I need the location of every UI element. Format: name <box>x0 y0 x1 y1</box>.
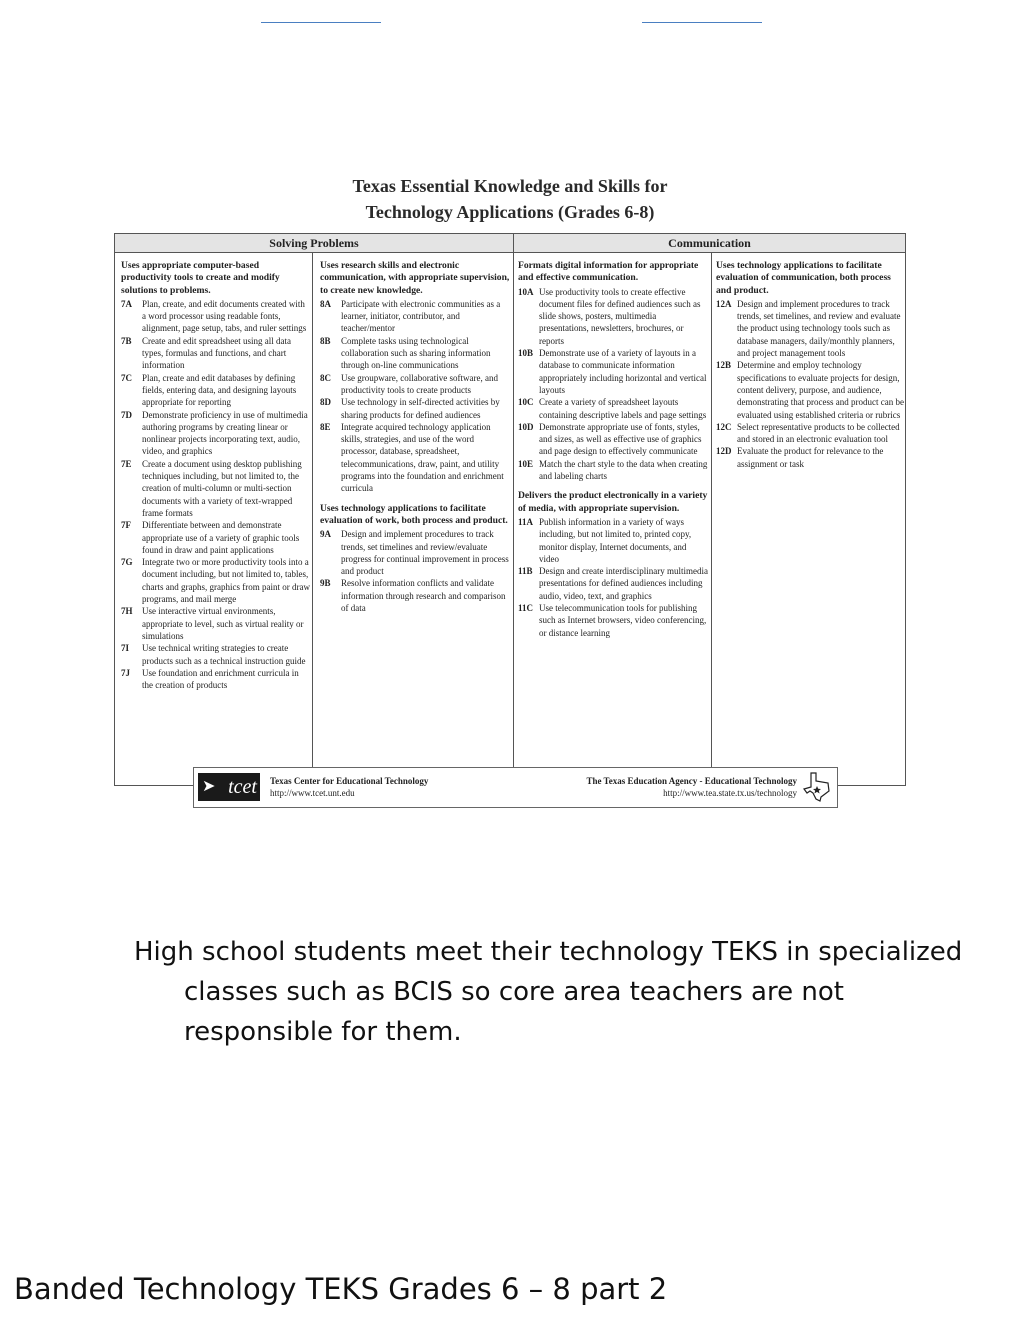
teks-code: 7G <box>121 557 133 568</box>
document-title <box>112 173 908 225</box>
teks-item <box>716 445 906 470</box>
teks-code: 12C <box>716 421 732 432</box>
teks-code: 10A <box>518 286 534 297</box>
teks-code: 10B <box>518 348 534 359</box>
teks-item <box>518 565 708 602</box>
top-link-underline-left <box>261 22 381 23</box>
teks-item <box>716 421 906 446</box>
teks-column <box>518 260 708 639</box>
footer-left <box>270 775 428 799</box>
teks-item <box>121 298 311 335</box>
bullet-text: High school students meet their technology TEKS in specialized classes such as BCIS so core area teachers are not responsible for them. <box>134 937 963 1047</box>
teks-item <box>121 335 311 372</box>
teks-item <box>518 421 708 458</box>
teks-text: Design and implement procedures to track trends, set timelines, and review and evaluate the product using technology tools such as database managers, daily/monthly planners, and project management tools <box>737 298 901 359</box>
teks-text: Create a variety of spreadsheet layouts containing descriptive labels and page settings <box>539 397 707 420</box>
teks-code: 12D <box>716 446 732 457</box>
teks-item <box>121 556 311 605</box>
teks-text: Create a document using desktop publishing techniques including, but not limited to, the creation of multi-column or multi-section documents with a variety of text-wrapped frame formats <box>142 458 302 518</box>
footer-right <box>586 775 797 799</box>
document-title-line1: Texas Essential Knowledge and Skills for <box>352 176 668 196</box>
teks-text: Participate with electronic communities as a learner, initiator, contributor, and teacher/mentor <box>341 298 501 334</box>
teks-text: Use groupware, collaborative software, and productivity tools to create products <box>341 372 498 395</box>
teks-item <box>121 642 311 667</box>
teks-item <box>121 667 311 692</box>
teks-text: Integrate acquired technology application skills, strategies, and use of the word processor, database, spreadsheet, telecommunications, draw, paint, and utility programs into the foundation and enrichment curricula <box>341 421 504 494</box>
teks-code: 8B <box>320 335 331 346</box>
teks-item <box>518 286 708 347</box>
column-divider <box>513 234 514 785</box>
teks-item <box>518 602 708 639</box>
teks-item <box>518 516 708 565</box>
teks-code: 7C <box>121 372 132 383</box>
header-solving-problems: Solving Problems <box>269 236 359 250</box>
section-heading: Uses technology applications to facilitate evaluation of communication, both process and product. <box>716 260 891 296</box>
teks-code: 7I <box>121 643 130 654</box>
teks-text: Complete tasks using technological collaboration such as sharing information through on-line communications <box>341 335 491 371</box>
teks-code: 11C <box>518 603 534 614</box>
teks-item <box>518 458 708 483</box>
teks-item <box>320 372 510 397</box>
teks-item <box>121 519 311 556</box>
teks-text: Use foundation and enrichment curricula in the creation of products <box>142 667 299 691</box>
teks-code: 7A <box>121 298 132 309</box>
teks-item <box>518 396 708 421</box>
tcet-logo <box>198 773 260 801</box>
teks-text: Plan, create and edit databases by defining fields, entering data, and designing layouts appropriate for reporting <box>142 372 297 408</box>
section-gap <box>320 495 510 503</box>
teks-column <box>716 260 906 470</box>
teks-table <box>114 233 906 786</box>
teks-item <box>121 372 311 409</box>
teks-item <box>320 396 510 421</box>
teks-code: 8A <box>320 298 331 309</box>
section-heading: Formats digital information for appropriate and effective communication. <box>518 260 699 284</box>
teks-code: 11B <box>518 566 533 577</box>
footer-right-url: http://www.tea.state.tx.us/technology <box>663 788 797 798</box>
teks-text: Demonstrate appropriate use of fonts, styles, and sizes, as well as effective use of graphics and page design to effectively communicate <box>539 421 702 457</box>
teks-text: Demonstrate use of a variety of layouts in a database to communicate information appropriately including horizontal and vertical layouts <box>539 348 707 395</box>
header-communication: Communication <box>668 236 751 250</box>
teks-item <box>320 528 510 577</box>
teks-text: Plan, create, and edit documents created with a word processor using readable fonts, alignment, page setup, tabs, and ruler settings <box>142 298 307 334</box>
teks-item <box>320 577 510 614</box>
teks-text: Demonstrate proficiency in use of multimedia authoring programs by creating linear or nonlinear projects incorporating text, audio, video, and graphics <box>142 409 308 457</box>
teks-code: 7E <box>121 458 132 469</box>
teks-text: Select representative products to be collected and stored in an electronic evaluation tool <box>737 421 900 445</box>
teks-code: 9A <box>320 529 331 540</box>
teks-text: Resolve information conflicts and validate information through research and comparison of data <box>341 578 506 614</box>
teks-code: 7D <box>121 409 132 420</box>
section-heading: Uses technology applications to facilitate evaluation of work, both process and product. <box>320 502 508 526</box>
teks-item <box>320 298 510 335</box>
teks-text: Use technical writing strategies to create products such as a technical instruction guide <box>142 643 306 666</box>
texas-map-icon <box>803 772 831 802</box>
teks-item <box>716 298 906 359</box>
teks-text: Use telecommunication tools for publishing such as Internet browsers, video conferencing, or distance learning <box>539 603 707 638</box>
column-divider <box>312 252 313 785</box>
teks-code: 8C <box>320 372 331 383</box>
slide-title: Banded Technology TEKS Grades 6 – 8 part 2 <box>14 1272 668 1306</box>
teks-text: Integrate two or more productivity tools into a document including, but not limited to, tables, charts and graphs, graphics from paint or draw programs, and mail merge <box>142 557 310 605</box>
teks-code: 10C <box>518 397 534 408</box>
column-divider <box>711 252 712 785</box>
teks-column <box>320 260 510 614</box>
teks-text: Evaluate the product for relevance to the assignment or task <box>737 446 884 469</box>
section-heading: Uses research skills and electronic communication, with appropriate supervision, to create new knowledge. <box>320 260 510 296</box>
teks-text: Create and edit spreadsheet using all data types, formulas and functions, and chart information <box>142 335 291 371</box>
teks-text: Use interactive virtual environments, appropriate to level, such as virtual reality or simulations <box>142 606 304 641</box>
teks-item <box>320 421 510 495</box>
teks-code: 7B <box>121 335 132 346</box>
teks-item <box>121 409 311 458</box>
teks-code: 7F <box>121 520 131 531</box>
section-heading: Delivers the product electronically in a variety of media, with appropriate supervision. <box>518 490 708 514</box>
teks-code: 7J <box>121 667 130 678</box>
teks-item <box>320 335 510 372</box>
footer-left-url: http://www.tcet.unt.edu <box>270 788 355 798</box>
teks-code: 7H <box>121 606 133 617</box>
teks-item <box>518 347 708 396</box>
footer-left-name: Texas Center for Educational Technology <box>270 776 429 786</box>
teks-text: Publish information in a variety of ways including, but not limited to, printed copy, monitor display, Internet documents, and video <box>539 516 692 564</box>
teks-code: 10E <box>518 458 534 469</box>
table-header-row <box>115 234 905 253</box>
teks-text: Differentiate between and demonstrate appropriate use of a variety of graphic tools found in draw and paint applications <box>142 520 300 555</box>
teks-text: Design and create interdisciplinary multimedia presentations for defined audiences including audio, video, text, and graphics <box>539 566 708 601</box>
teks-item <box>121 605 311 642</box>
teks-code: 10D <box>518 421 534 432</box>
teks-code: 12A <box>716 298 732 309</box>
teks-text: Design and implement procedures to track trends, set timelines and review/evaluate progress for continual improvement in process and product <box>341 529 509 577</box>
teks-code: 8E <box>320 421 331 432</box>
section-gap <box>518 482 708 490</box>
teks-text: Use productivity tools to create effective document files for defined audiences such as slide shows, posters, multimedia presentations, newsletters, brochures, or reports <box>539 286 701 346</box>
teks-code: 8D <box>320 397 331 408</box>
arrow-icon: ➤ <box>202 778 216 795</box>
teks-column <box>121 260 311 691</box>
teks-text: Determine and employ technology specifications to evaluate projects for design, content delivery, purpose, and audience, demonstrating that process and product can be evaluated using established criteria or rubrics <box>737 360 904 420</box>
tcet-logo-text: tcet <box>228 776 257 798</box>
document-footer <box>193 767 838 808</box>
teks-code: 9B <box>320 578 331 589</box>
teks-item <box>716 359 906 420</box>
teks-item <box>121 458 311 519</box>
section-heading: Uses appropriate computer-based productivity tools to create and modify solutions to problems. <box>121 260 280 296</box>
document-title-line2: Technology Applications (Grades 6-8) <box>365 202 655 222</box>
top-link-underline-right <box>642 22 762 23</box>
teks-text: Use technology in self-directed activities by sharing products for defined audiences <box>341 397 500 420</box>
teks-code: 11A <box>518 516 534 527</box>
footer-right-name: The Texas Education Agency - Educational Technology <box>586 776 797 786</box>
teks-code: 12B <box>716 360 732 371</box>
teks-text: Match the chart style to the data when creating and labeling charts <box>539 458 708 482</box>
